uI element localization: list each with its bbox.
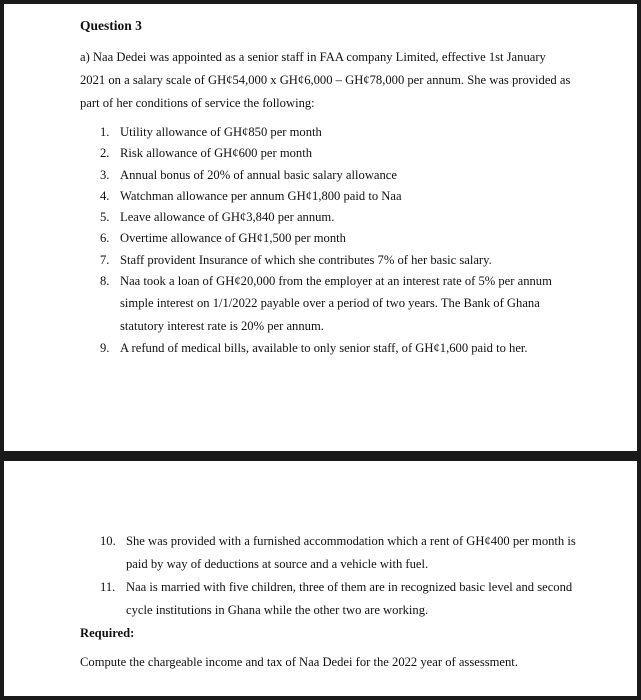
list-item [100,207,552,228]
intro-line: 2021 on a salary scale of GH¢54,000 x GH¢6,000 – GH¢78,000 per annum. She was provided as [80,73,571,87]
list-item [100,271,552,338]
list-item-number: 4. [100,188,110,203]
list-item-text: Utility allowance of GH¢850 per month [120,125,322,139]
list-item [100,250,552,271]
list-item-number: 2. [100,146,110,161]
intro-line: part of her conditions of service the following: [80,96,315,110]
list-item [100,576,576,622]
list-item-number: 6. [100,231,110,246]
list-item [100,122,552,143]
list-item-text: statutory interest rate is 20% per annum. [120,319,324,334]
list-item-number: 1. [100,125,110,139]
intro-paragraph [80,46,580,115]
list-item-number: 10. [100,534,116,548]
page-divider [0,451,641,461]
list-item-text: simple interest on 1/1/2022 payable over a period of two years. The Bank of Ghana [120,296,540,311]
list-item-number: 9. [100,341,110,356]
list-item-text: She was provided with a furnished accommodation which a rent of GH¢400 per month is [126,534,576,548]
list-item-text: Leave allowance of GH¢3,840 per annum. [120,210,335,225]
list-item-text: Annual bonus of 20% of annual basic salary allowance [120,167,397,182]
list-item-number: 5. [100,210,110,225]
conditions-list-continued [100,530,576,622]
list-item-text: Risk allowance of GH¢600 per month [120,146,313,161]
page-bottom-panel [0,461,641,700]
intro-line: a) Naa Dedei was appointed as a senior staff in FAA company Limited, effective 1st January [80,50,546,64]
list-item-text: Staff provident Insurance of which she contributes 7% of her basic salary. [120,252,492,267]
list-item-number: 8. [100,274,110,289]
list-item [100,165,552,186]
required-label: Required: [80,626,135,640]
list-item-number: 7. [100,252,110,267]
list-item-text: Naa is married with five children, three of them are in recognized basic level and second [126,580,573,594]
list-item-text: cycle institutions in Ghana while the other two are working. [126,603,429,617]
list-item [100,186,552,207]
list-item-text: A refund of medical bills, available to only senior staff, of GH¢1,600 paid to her. [120,341,528,356]
list-item-text: Overtime allowance of GH¢1,500 per month [120,231,346,246]
list-item-text: Watchman allowance per annum GH¢1,800 paid to Naa [120,188,402,203]
list-item [100,228,552,249]
list-item [100,338,552,359]
task-instruction: Compute the chargeable income and tax of Naa Dedei for the 2022 year of assessment. [80,655,518,669]
list-item-text: paid by way of deductions at source and a vehicle with fuel. [126,557,429,571]
question-heading: Question 3 [80,18,142,33]
list-item [100,530,576,576]
list-item [100,143,552,164]
list-item-number: 11. [100,580,116,594]
conditions-list [100,122,552,360]
list-item-text: Naa took a loan of GH¢20,000 from the employer at an interest rate of 5% per annum [120,274,552,289]
list-item-number: 3. [100,167,110,182]
